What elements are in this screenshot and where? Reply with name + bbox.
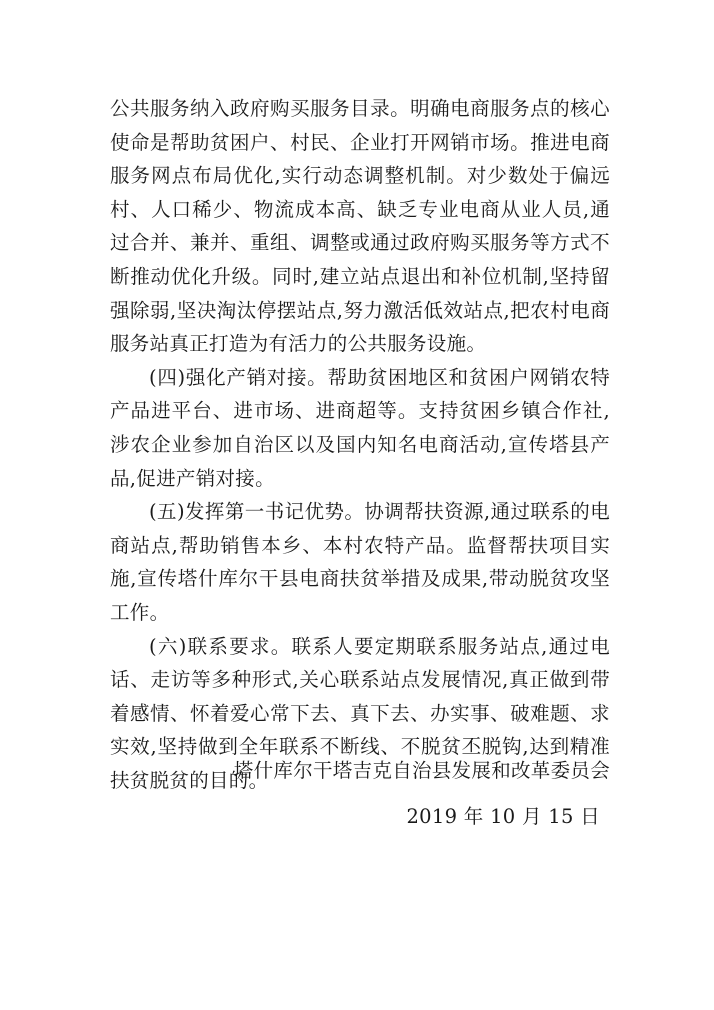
document-body — [110, 92, 610, 797]
paragraph-section-6: (六)联系要求。联系人要定期联系服务站点,通过电话、走访等多种形式,关心联系站点发展情况,真正做到带着感情、怀着爱心常下去、真下去、办实事、破难题、求实效,坚持做到全年联系不断线、不脱贫丕脱钩,达到精准扶贫脱贫的目的。 — [110, 634, 610, 792]
paragraph-section-5: (五)发挥第一书记优势。协调帮扶资源,通过联系的电商站点,帮助销售本乡、本村农特产品。监督帮扶项目实施,宣传塔什库尔干县电商扶贫举措及成果,带动脱贫攻坚工作。 — [110, 500, 610, 624]
signature-date: 2019 年 10 月 15 日 — [406, 804, 600, 828]
paragraph-section-4: (四)强化产销对接。帮助贫困地区和贫困户网销农特产品进平台、进市场、进商超等。支持贫困乡镇合作社,涉农企业参加自治区以及国内知名电商活动,宣传塔县产品,促进产销对接。 — [110, 365, 610, 490]
signature-organization: 塔什库尔干塔吉克自治县发展和改革委员会 — [233, 759, 610, 782]
paragraph-1: 公共服务纳入政府购买服务目录。明确电商服务点的核心使命是帮助贫困户、村民、企业打开网销市场。推进电商服务网点布局优化,实行动态调整机制。对少数处于偏远村、人口稀少、物流成本高、缺乏专业电商从业人员,通过合并、兼并、重组、调整或通过政府购买服务等方式不断推动优化升级。同时,建立站点退出和补位机制,坚持留强除弱,坚决淘汰停摆站点,努力激活低效站点,把农村电商服务站真正打造为有活力的公共服务设施。 — [110, 97, 610, 356]
signature-block — [110, 754, 610, 833]
